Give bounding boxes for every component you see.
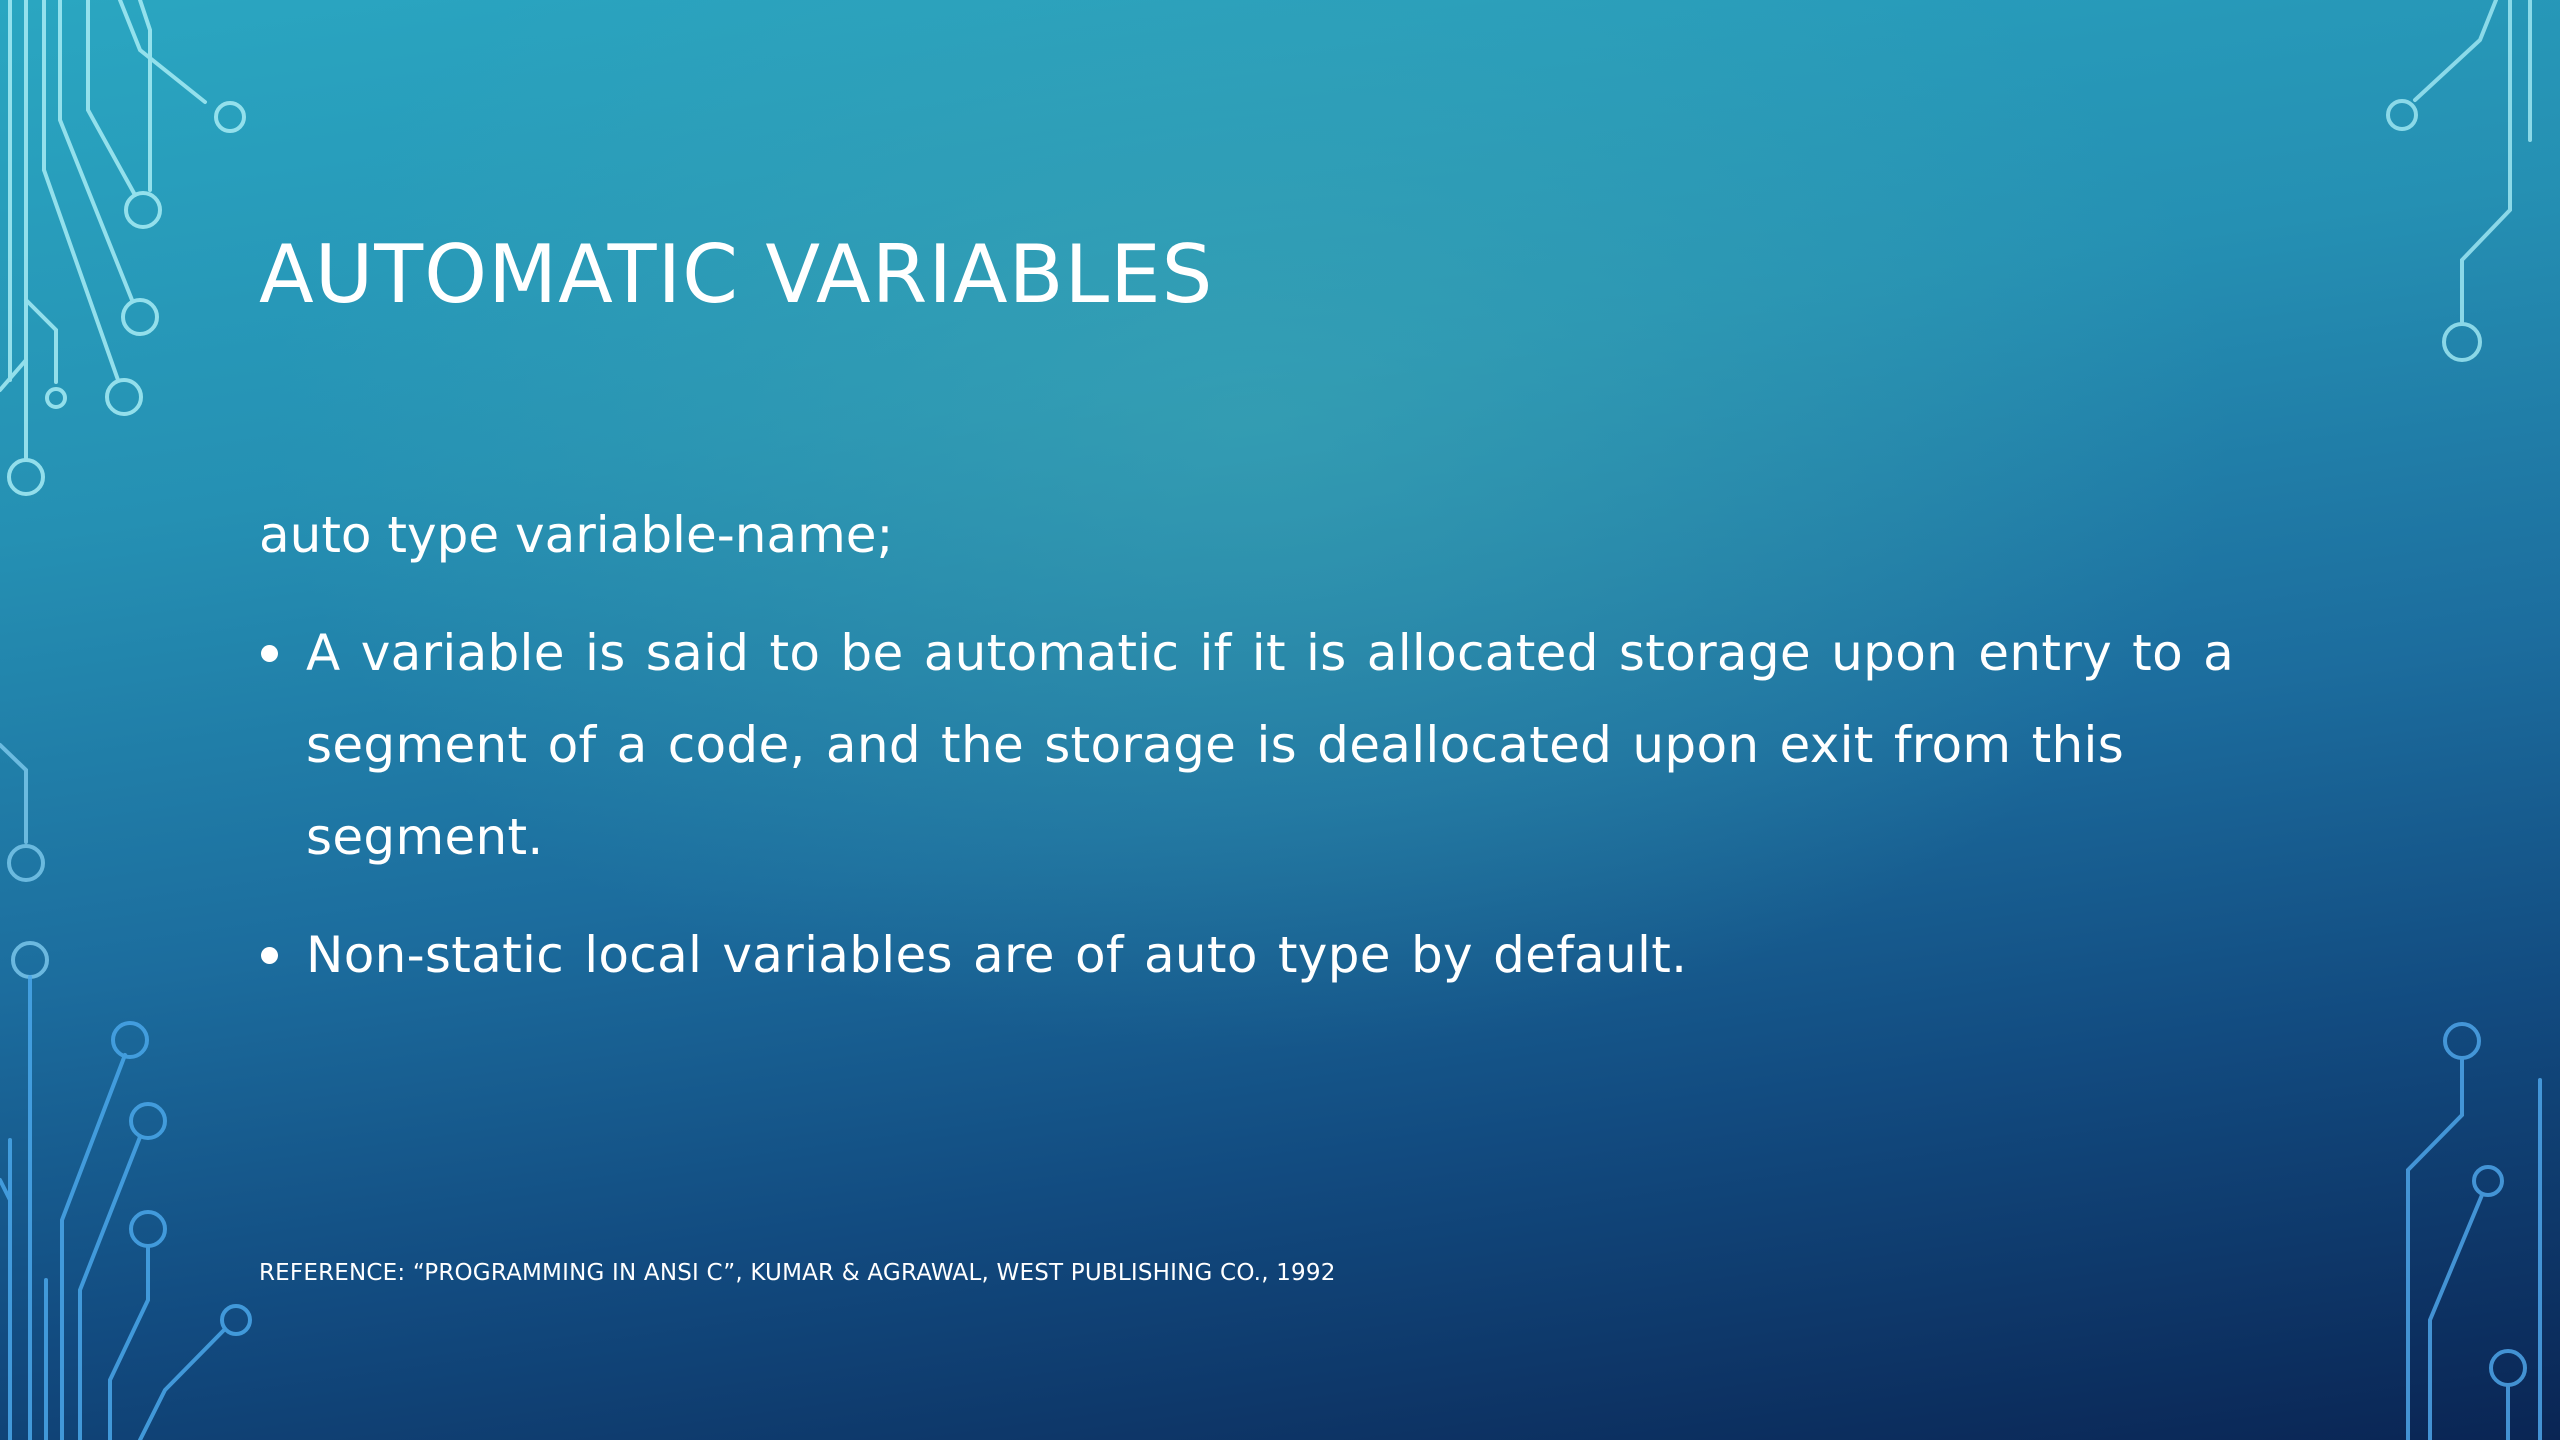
slide-title: AUTOMATIC VARIABLES [259, 228, 1214, 321]
bullet-item [259, 909, 2259, 1001]
circuit-top-left [0, 0, 244, 494]
slide-body [259, 495, 2259, 1027]
circuit-bottom-left [0, 977, 250, 1440]
bullet-dot-icon [261, 947, 278, 964]
syntax-line: auto type variable-name; [259, 506, 894, 564]
bullet-dot-icon [261, 645, 278, 662]
bullet-text: Non-static local variables are of auto type by default. [306, 926, 1688, 984]
circuit-bottom-right [2408, 1024, 2540, 1440]
circuit-mid-left [0, 745, 47, 977]
bullet-list [259, 607, 2259, 1001]
reference-footnote: REFERENCE: “PROGRAMMING IN ANSI C”, KUMAR & AGRAWAL, WEST PUBLISHING CO., 1992 [259, 1260, 1336, 1286]
bullet-text: A variable is said to be automatic if it is allocated storage upon entry to a segment of a code, and the storage is deallocated upon exit from this segment. [306, 624, 2235, 866]
bullet-item [259, 607, 2259, 883]
circuit-top-right [2388, 0, 2530, 360]
